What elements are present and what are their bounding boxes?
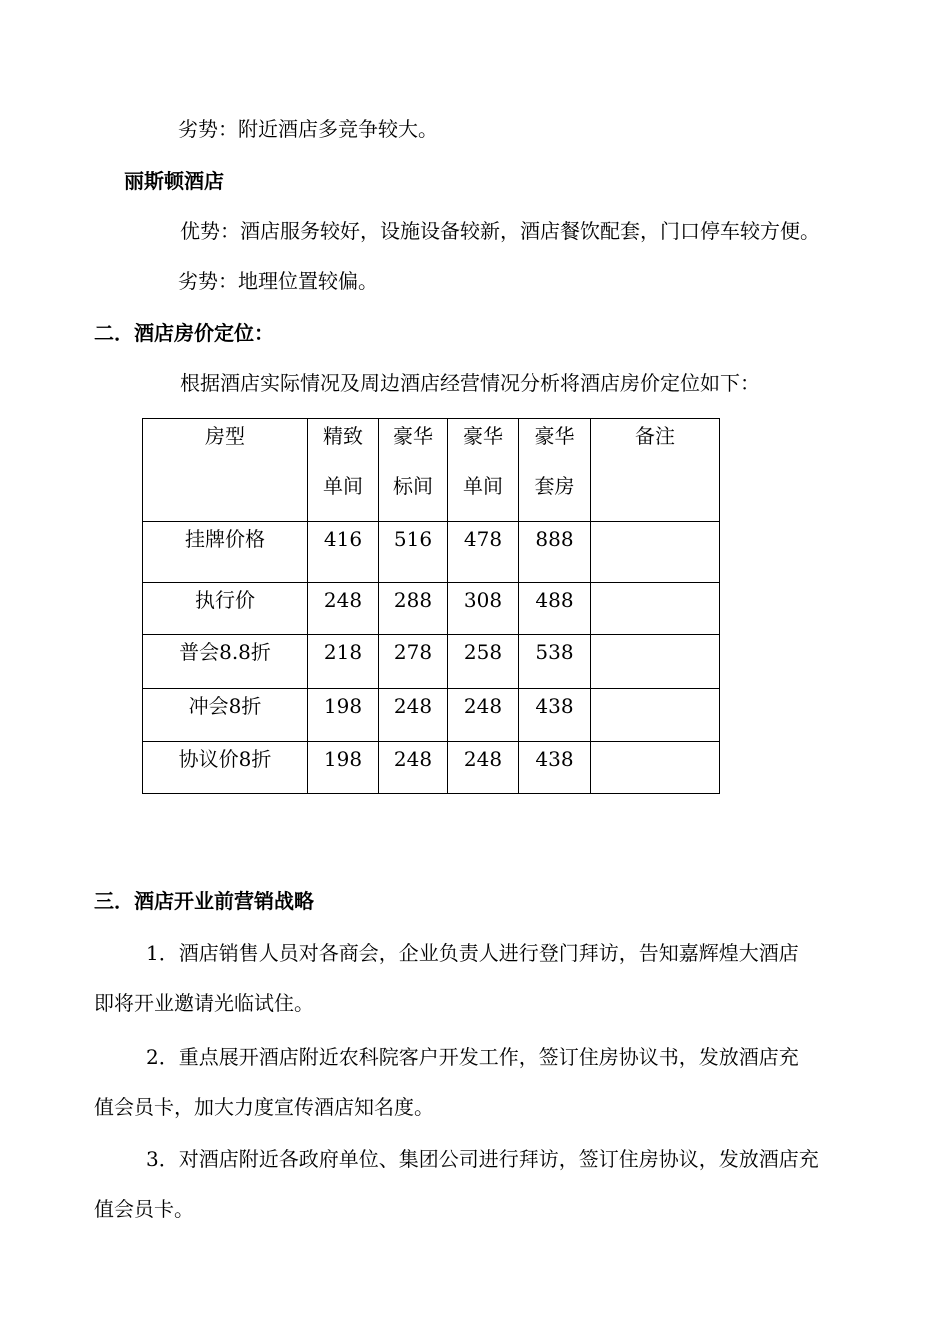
table-row: [143, 583, 720, 635]
table-cell: 278: [379, 635, 448, 689]
table-cell: 516: [379, 522, 448, 583]
table-cell: 416: [308, 522, 379, 583]
table-cell: 198: [308, 689, 379, 742]
table-header-cell: 豪华 标间: [379, 419, 448, 522]
table-cell: [591, 742, 720, 794]
table-header-cell: 备注: [591, 419, 720, 522]
table-header-cell: 豪华 套房: [519, 419, 591, 522]
table-cell: 288: [379, 583, 448, 635]
table-cell: 218: [308, 635, 379, 689]
table-cell: 478: [448, 522, 519, 583]
table-cell: 248: [448, 742, 519, 794]
table-row: [143, 689, 720, 742]
table-cell: 488: [519, 583, 591, 635]
table-cell: 冲会8折: [143, 689, 308, 742]
table-header-cell: 豪华 单间: [448, 419, 519, 522]
table-cell: 888: [519, 522, 591, 583]
table-cell: 198: [308, 742, 379, 794]
table-cell: 248: [379, 742, 448, 794]
section-heading-2: 二．酒店房价定位：: [94, 321, 274, 345]
table-cell: 248: [379, 689, 448, 742]
room-rate-table: [142, 418, 720, 794]
text-line: 根据酒店实际情况及周边酒店经营情况分析将酒店房价定位如下：: [180, 371, 760, 395]
table-cell: 执行价: [143, 583, 308, 635]
text-line: 1．酒店销售人员对各商会，企业负责人进行登门拜访，告知嘉辉煌大酒店: [146, 941, 799, 965]
text-line: 值会员卡，加大力度宣传酒店知名度。: [94, 1095, 434, 1119]
section-heading-3: 三．酒店开业前营销战略: [94, 889, 314, 913]
table-cell: 248: [308, 583, 379, 635]
table-header-cell: 精致 单间: [308, 419, 379, 522]
text-line: 2．重点展开酒店附近农科院客户开发工作，签订住房协议书，发放酒店充: [146, 1045, 799, 1069]
table-cell: 248: [448, 689, 519, 742]
table-cell: 308: [448, 583, 519, 635]
table-cell: [591, 689, 720, 742]
table-header-row: [143, 419, 720, 522]
table-row: [143, 742, 720, 794]
table-header-cell: 房型: [143, 419, 308, 522]
text-line: 劣势：附近酒店多竞争较大。: [178, 117, 438, 141]
table-cell: [591, 583, 720, 635]
table-cell: 挂牌价格: [143, 522, 308, 583]
table-cell: 438: [519, 742, 591, 794]
text-line: 3．对酒店附近各政府单位、集团公司进行拜访，签订住房协议，发放酒店充: [146, 1147, 819, 1171]
text-line: 值会员卡。: [94, 1197, 194, 1221]
table-cell: 538: [519, 635, 591, 689]
text-line: 即将开业邀请光临试住。: [94, 991, 314, 1015]
text-line: 优势：酒店服务较好，设施设备较新，酒店餐饮配套，门口停车较方便。: [180, 219, 820, 243]
table-cell: [591, 522, 720, 583]
table-cell: 258: [448, 635, 519, 689]
table-cell: 普会8.8折: [143, 635, 308, 689]
table-row: [143, 522, 720, 583]
table-cell: [591, 635, 720, 689]
table-cell: 协议价8折: [143, 742, 308, 794]
table-cell: 438: [519, 689, 591, 742]
hotel-name-heading: 丽斯顿酒店: [124, 169, 224, 193]
table-row: [143, 635, 720, 689]
text-line: 劣势：地理位置较偏。: [178, 269, 378, 293]
